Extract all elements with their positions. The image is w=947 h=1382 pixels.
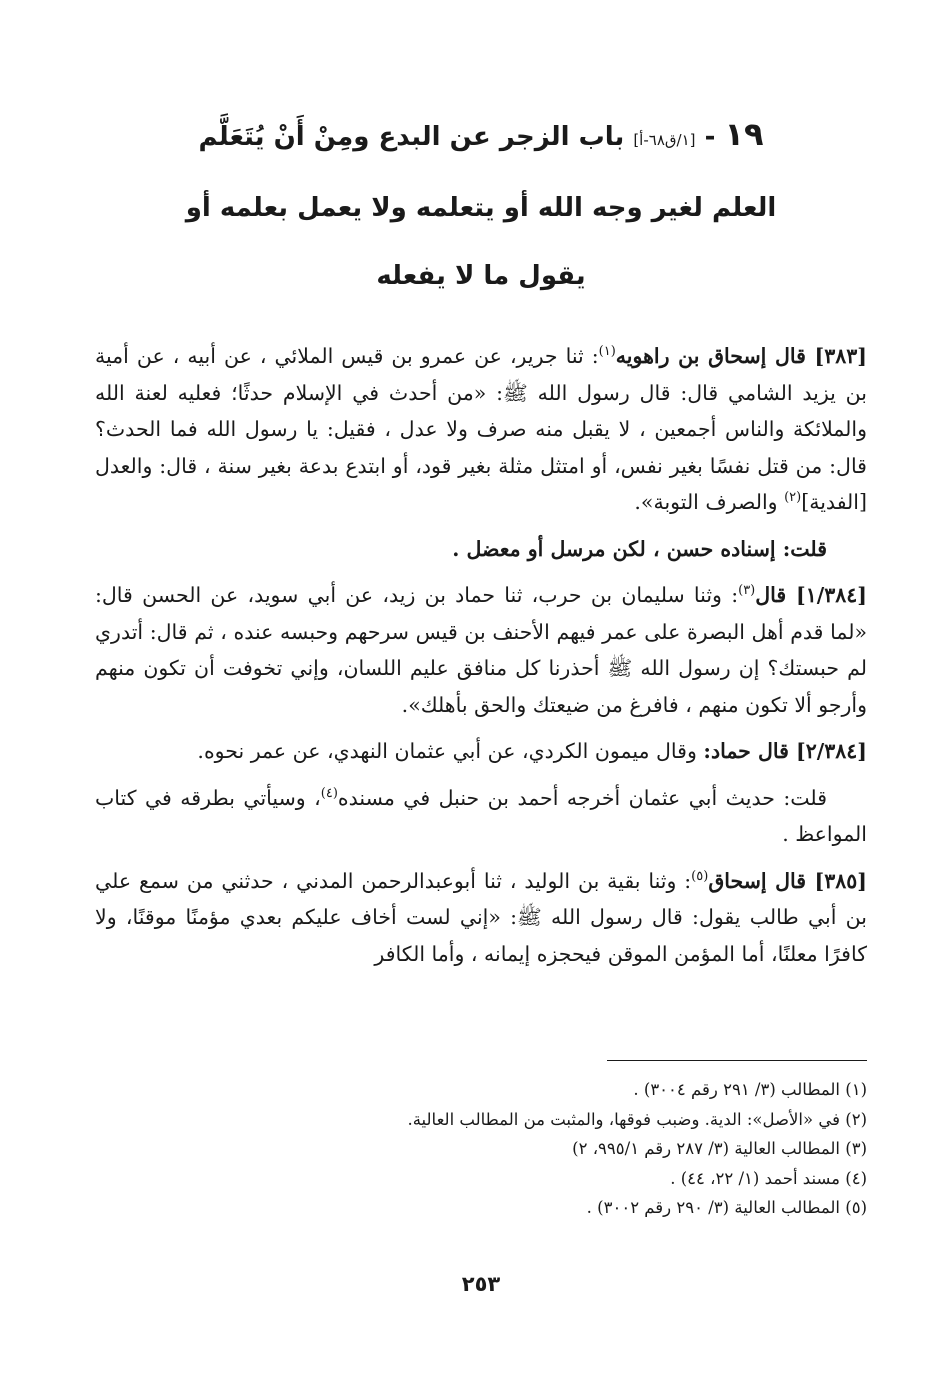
- editor-comment-1: قلت: إسناده حسن ، لكن مرسل أو معضل .: [452, 536, 827, 561]
- footnote-ref-2: (٢): [784, 490, 802, 506]
- hadith-383: [95, 338, 867, 521]
- book-page: [95, 100, 867, 1296]
- footnotes: [95, 1075, 867, 1223]
- footnote-5: (٥) المطالب العالية (٣/ ٢٩٠ رقم ٣٠٠٢) .: [586, 1198, 867, 1217]
- hadith-384-1: [95, 577, 867, 723]
- hadith-385-text: : وثنا بقية بن الوليد ، ثنا أبوعبدالرحمن المدني ، حدثني من سمع علي بن أبي طالب يقول: قال رسول الله ﷺ: «إني لست أخاف عليكم بعدي مؤمنًا موقنًا، ولا كافرًا معلنًا، أما المؤمن الموقن فيحجزه إيمانه ، وأما الكافر: [95, 868, 867, 966]
- footnote-ref-4: (٤): [320, 785, 338, 801]
- chapter-title-line-2: العلم لغير وجه الله أو يتعلمه ولا يعمل بعلمه أو: [185, 193, 777, 223]
- chapter-title-line-1: [198, 115, 764, 153]
- chapter-heading: [95, 100, 867, 310]
- hadith-383-text: : ثنا جرير، عن عمرو بن قيس الملائي ، عن أبيه ، عن أمية بن يزيد الشامي قال: قال رسول الله ﷺ: «من أحدث في الإسلام حدثًا؛ فعليه لعنة الله والملائكة والناس أجمعين ، لا يقبل منه صرف ولا عدل ، فقيل: يا رسول الله فما الحدث؟ قال: من قتل نفسًا بغير نفس، أو امتثل مثلة بغير قود، أو ابتدع بدعة بغير سنة ، قال: والعدل [الفدية]: [95, 344, 867, 514]
- hadith-384-2-text: وقال ميمون الكردي، عن أبي عثمان النهدي، عن عمر نحوه.: [197, 739, 704, 763]
- footnote-2: (٢) في «الأصل»: الدية. وضبب فوقها، والمثبت من المطالب العالية.: [407, 1109, 867, 1129]
- editor-comment-2: [95, 780, 867, 853]
- hadith-384-2: [95, 733, 867, 770]
- footnote-3: (٣) المطالب العالية (٣/ ٢٨٧ رقم ٩٩٥/١، ٢): [572, 1139, 867, 1158]
- hadith-385-lead: [٣٨٥] قال إسحاق: [708, 868, 867, 893]
- hadith-384-1-lead: [١/٣٨٤] قال: [755, 583, 867, 607]
- editor-comment-2-text: قلت: حديث أبي عثمان أخرجه أحمد بن حنبل في مسنده: [337, 785, 828, 810]
- hadith-383-lead: [٣٨٣] قال إسحاق بن راهويه: [615, 344, 867, 368]
- hadith-384-2-lead: [٢/٣٨٤] قال حماد:: [703, 739, 867, 763]
- footnote-4: (٤) مسند أحمد (١/ ٢٢، ٤٤) .: [670, 1168, 867, 1188]
- footnote-1: (١) المطالب (٣/ ٢٩١ رقم ٣٠٠٤) .: [633, 1080, 867, 1099]
- hadith-384-1-text: : وثنا سليمان بن حرب، ثنا حماد بن زيد، عن أبي سويد، عن الحسن قال: «لما قدم أهل البصرة على عمر فيهم الأحنف بن قيس سرحهم وحبسه عنده ، ثم قال: أتدري لم حبستك؟ إن رسول الله ﷺ أحذرنا كل منافق عليم اللسان، وإني تخوفت أن تكون منهم وأرجو ألا تكون منهم ، فافرغ من ضيعتك والحق بأهلك».: [95, 583, 867, 717]
- footnote-ref-3: (٣): [738, 583, 756, 599]
- chapter-title-line-3: يقول ما لا يفعله: [376, 261, 586, 291]
- chapter-title-text-1: باب الزجر عن البدع ومِنْ أَنْ يُتَعَلَّم: [198, 122, 625, 152]
- footnote-ref-5: (٥): [691, 868, 709, 884]
- editor-comment-2-tail: ، وسيأتي بطرقه في كتاب المواعظ .: [95, 785, 867, 846]
- manuscript-folio-ref: [١/ق٦٨-أ]: [633, 131, 696, 149]
- footnote-ref-1: (١): [598, 344, 616, 360]
- footnote-divider: [607, 1060, 867, 1061]
- chapter-dash: -: [704, 122, 716, 152]
- hadith-385: [95, 863, 867, 973]
- page-number: ٢٥٣: [461, 1272, 501, 1296]
- main-text: [95, 338, 867, 972]
- chapter-number: ١٩: [724, 115, 764, 153]
- hadith-383-tail: والصرف التوبة».: [634, 490, 785, 514]
